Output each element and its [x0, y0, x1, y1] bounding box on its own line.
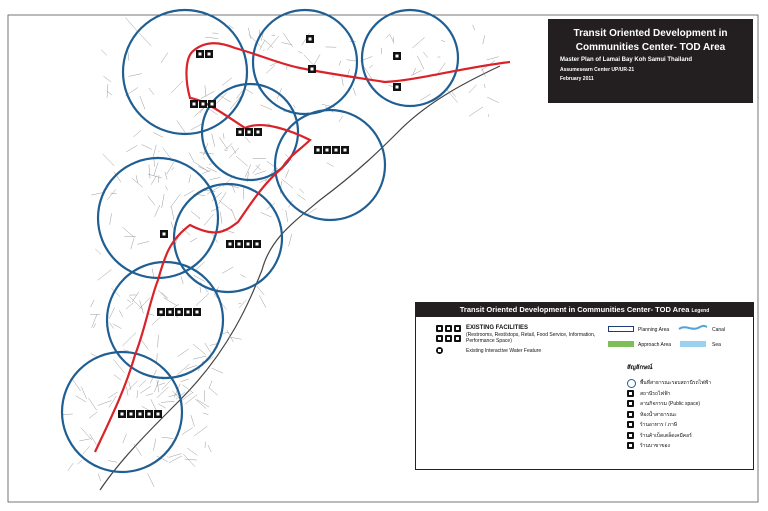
facility-icon-mark [257, 131, 260, 134]
existing-facilities-label: EXISTING FACILITIES [466, 325, 529, 331]
street-line [221, 96, 232, 102]
plaza-icon [436, 335, 443, 342]
street-line [167, 162, 174, 174]
street-line [128, 49, 129, 60]
street-line [126, 145, 137, 152]
street-line [386, 34, 390, 38]
street-line [222, 78, 232, 86]
street-line [257, 286, 265, 295]
street-line [152, 315, 163, 325]
street-line [165, 186, 167, 190]
food-icon [627, 421, 634, 428]
street-line [149, 165, 150, 179]
street-line [261, 105, 272, 110]
street-line [232, 146, 236, 154]
symbol-label: ร้านค้าเบ็ดเตล็ดเคมีคอร์ [640, 432, 692, 439]
street-line [139, 33, 151, 46]
restroom-icon [445, 325, 452, 332]
street-line [219, 137, 227, 149]
facility-icon-mark [202, 103, 205, 106]
street-line [113, 324, 122, 329]
facility-icon-mark [169, 311, 172, 314]
street-line [353, 88, 355, 96]
facility-icon-mark [344, 149, 347, 152]
facility-icon-mark [187, 311, 190, 314]
station-icons [118, 35, 401, 418]
title-line-1: Transit Oriented Development in [573, 28, 728, 39]
street-line [327, 163, 334, 167]
street-line [245, 137, 250, 143]
street-line [81, 428, 92, 440]
street-line [266, 65, 275, 74]
street-line [114, 375, 121, 380]
street-line [151, 176, 156, 185]
street-line [161, 292, 167, 298]
street-line [297, 194, 305, 200]
street-line [91, 300, 94, 307]
street-line [68, 463, 73, 470]
street-line [469, 107, 483, 116]
facility-icon-mark [178, 311, 181, 314]
legend-panel [415, 302, 754, 470]
street-line [148, 196, 155, 205]
street-line [487, 57, 499, 60]
street-line [369, 65, 373, 68]
water-feature-icon [436, 347, 443, 354]
street-line [108, 392, 118, 398]
symbol-label: พื้นที่สาธารณะรอบสถานีรถไฟฟ้า [640, 380, 712, 386]
street-line [103, 154, 115, 166]
street-line [487, 97, 499, 102]
facility-icon-mark [121, 413, 124, 416]
tod-circle [174, 184, 282, 292]
street-line [202, 170, 210, 173]
street-line [182, 428, 193, 435]
facility-icon-mark [160, 311, 163, 314]
facility-icon-mark [229, 243, 232, 246]
street-line [149, 88, 154, 95]
street-line [200, 287, 201, 293]
street-line [136, 175, 138, 182]
title-block [548, 19, 753, 103]
planning-area-swatch [608, 326, 634, 332]
street-line [98, 269, 112, 280]
street-line [122, 332, 136, 346]
sea-label: Sea [712, 342, 721, 348]
street-line [161, 53, 168, 63]
street-line [78, 460, 82, 464]
street-line [260, 40, 265, 49]
facility-icon-mark [238, 243, 241, 246]
street-line [190, 238, 197, 242]
street-line [313, 54, 320, 65]
street-line [123, 434, 127, 443]
street-line [231, 209, 236, 221]
street-line [390, 35, 393, 42]
canal-label: Canal [712, 327, 726, 333]
street-line [177, 120, 187, 134]
street-line [153, 145, 156, 157]
street-line [131, 239, 134, 250]
street-line [185, 459, 197, 460]
street-line [183, 454, 195, 467]
shop-icon [445, 335, 452, 342]
street-line [107, 189, 115, 199]
street-line [205, 85, 206, 96]
street-line [125, 18, 137, 31]
street-line [281, 179, 293, 188]
street-line [158, 383, 165, 386]
street-line [75, 396, 86, 402]
street-line [140, 96, 145, 109]
street-line [209, 388, 218, 395]
street-line [158, 175, 159, 182]
approach-area-swatch [608, 341, 634, 347]
facility-icon-mark [317, 149, 320, 152]
street-line [191, 415, 195, 427]
street-line [293, 105, 295, 108]
street-line [151, 399, 157, 411]
street-line [347, 60, 358, 62]
street-line [126, 387, 128, 396]
street-line [93, 323, 95, 327]
street-line [181, 379, 189, 381]
street-line [236, 156, 248, 166]
tod-circle [123, 10, 247, 134]
facility-icon-mark [248, 131, 251, 134]
street-line [127, 300, 131, 303]
street-line [229, 148, 239, 158]
street-line [417, 56, 424, 69]
street-line [248, 28, 251, 39]
street-line [91, 193, 102, 196]
street-line [204, 214, 214, 225]
street-line [155, 205, 160, 217]
street-line [255, 171, 266, 175]
street-line [342, 77, 344, 86]
street-line [412, 37, 424, 48]
street-line [286, 170, 289, 178]
date: February 2011 [560, 76, 594, 82]
street-line [209, 381, 212, 389]
street-line [194, 162, 207, 171]
street-line [153, 132, 163, 137]
street-line [98, 401, 112, 406]
facility-icon-mark [396, 86, 399, 89]
facility-icon-mark [139, 413, 142, 416]
existing-facilities-detail: (Restrooms, Rest/stops, Retail, Food Service, Information, Performance Space) [466, 332, 596, 344]
info-icon [454, 335, 461, 342]
facility-icon-mark [335, 149, 338, 152]
station-icon [436, 325, 443, 332]
street-line [339, 116, 343, 121]
street-line [171, 167, 174, 170]
street-line [108, 461, 117, 463]
street-line [246, 89, 253, 93]
street-line [133, 130, 140, 137]
street-line [287, 66, 288, 70]
symbol-label: ห้องน้ำสาธารณะ [640, 411, 677, 418]
street-line [110, 323, 114, 329]
street-line [72, 378, 81, 391]
facility-icon-mark [208, 53, 211, 56]
street-line [205, 442, 206, 448]
street-line [162, 437, 174, 438]
street-line [208, 445, 211, 452]
street-line [147, 473, 154, 486]
symbol-label: สถานีรถไฟฟ้า [640, 390, 671, 397]
tod-circle [362, 10, 458, 106]
plaza-icon [627, 400, 634, 407]
canal-swatch [678, 323, 708, 333]
facility-icon-mark [163, 233, 166, 236]
legend-title: Transit Oriented Development in Communities Center- TOD Area Legend [416, 303, 753, 317]
street-line [259, 295, 266, 307]
symbol-label: ร้านบาขาของ [640, 443, 670, 449]
street-line [220, 212, 222, 224]
street-line [153, 439, 155, 451]
street-line [184, 190, 194, 196]
street-line [452, 92, 456, 97]
street-line [132, 178, 143, 187]
street-line [158, 335, 159, 347]
street-line [171, 81, 183, 93]
water-feature-label: Existing Interactive Water Feature [466, 348, 542, 354]
street-line [170, 194, 180, 207]
street-line [194, 426, 207, 436]
shop-icon [627, 432, 634, 439]
facility-icon-mark [311, 68, 314, 71]
street-line [90, 434, 97, 445]
facility-icon-mark [326, 149, 329, 152]
street-line [473, 25, 475, 30]
tod-circle [253, 10, 357, 114]
street-line [146, 393, 153, 395]
symbol-label: ลานกิจกรรม (Public space) [640, 401, 701, 407]
street-line [261, 213, 272, 218]
street-line [219, 200, 232, 210]
street-line [171, 207, 173, 220]
street-line [110, 213, 112, 224]
street-line [139, 380, 146, 387]
organization: Assumesearn Center UP/UR-21 [560, 67, 635, 73]
street-line [209, 164, 211, 165]
circle-icon [627, 379, 636, 388]
street-line [128, 74, 141, 77]
street-line [98, 474, 101, 481]
planning-area-label: Planning Area [638, 327, 670, 333]
street-line [420, 94, 430, 100]
street-line [189, 153, 194, 163]
street-line [158, 404, 166, 409]
street-line [126, 303, 133, 309]
station-icon [627, 390, 634, 397]
facility-icon-mark [199, 53, 202, 56]
street-line [161, 401, 175, 402]
street-line [81, 387, 86, 399]
street-line [484, 84, 485, 88]
tod-circle [107, 262, 223, 378]
street-line [162, 194, 165, 208]
facility-icon-mark [247, 243, 250, 246]
street-line [168, 454, 181, 458]
street-line [92, 314, 97, 327]
symbol-label: ร้านอาหาร / ภาษี [640, 422, 678, 428]
street-line [152, 269, 154, 278]
street-line [423, 52, 427, 58]
street-line [181, 276, 183, 284]
street-line [201, 91, 215, 98]
street-line [89, 412, 97, 418]
street-line [203, 157, 204, 159]
street-line [203, 413, 209, 415]
facility-icon-mark [239, 131, 242, 134]
facility-icon-mark [396, 55, 399, 58]
street-line [298, 51, 302, 53]
street-line [187, 448, 197, 455]
facility-icon-mark [130, 413, 133, 416]
street-line [124, 350, 129, 351]
street-line [212, 368, 223, 373]
street-line [299, 188, 304, 193]
facility-icon-mark [148, 413, 151, 416]
facility-icon-mark [309, 38, 312, 41]
symbols-heading: สัญลักษณ์ [627, 365, 653, 371]
facility-icon-mark [157, 413, 160, 416]
street-line [129, 296, 143, 309]
street-line [483, 35, 485, 44]
street-line [142, 145, 153, 150]
street-line [119, 310, 123, 317]
street-line [101, 50, 107, 56]
street-line [137, 390, 138, 398]
facility-icon-mark [256, 243, 259, 246]
street-line [154, 159, 155, 166]
street-line [229, 337, 242, 339]
street-line [132, 292, 139, 302]
street-line [191, 211, 200, 218]
street-line [339, 61, 341, 66]
street-line [282, 209, 283, 210]
street-line [165, 172, 167, 180]
street-line [158, 290, 167, 299]
street-line [163, 298, 176, 306]
street-line [210, 177, 221, 179]
sea-swatch [680, 341, 706, 347]
facility-icon-mark [196, 311, 199, 314]
street-line [441, 40, 445, 42]
subtitle: Master Plan of Lamai Bay Koh Samui Thailand [560, 57, 693, 63]
street-line [204, 190, 215, 191]
street-line [240, 275, 245, 278]
street-line [88, 398, 96, 410]
street-line [289, 234, 292, 246]
approach-area-label: Approach Area [638, 342, 672, 348]
street-line [83, 446, 90, 454]
restroom-icon [627, 411, 634, 418]
street-line [134, 444, 142, 456]
tod-circle [275, 110, 385, 220]
facility-icon-mark [211, 103, 214, 106]
street-line [193, 344, 206, 355]
street-line [177, 349, 188, 357]
tod-circle [98, 158, 218, 278]
street-line [79, 439, 89, 441]
street-line [103, 76, 111, 82]
street-line [205, 343, 211, 353]
street-line [212, 134, 215, 147]
street-line [286, 210, 288, 222]
food-icon [454, 325, 461, 332]
street-line [205, 37, 218, 39]
street-line [222, 267, 233, 273]
street-line [137, 241, 149, 244]
street-line [141, 340, 148, 350]
facility-icon-mark [193, 103, 196, 106]
street-line [193, 356, 206, 359]
street-line [267, 161, 279, 169]
street-line [263, 39, 273, 48]
street-line [189, 175, 191, 183]
street-line [469, 85, 477, 93]
street-line [63, 414, 73, 415]
street-line [95, 249, 101, 254]
title-line-2: Communities Center- TOD Area [575, 42, 726, 53]
info-icon [627, 442, 634, 449]
street-line [109, 308, 114, 319]
street-line [140, 386, 151, 393]
street-line [196, 293, 209, 305]
